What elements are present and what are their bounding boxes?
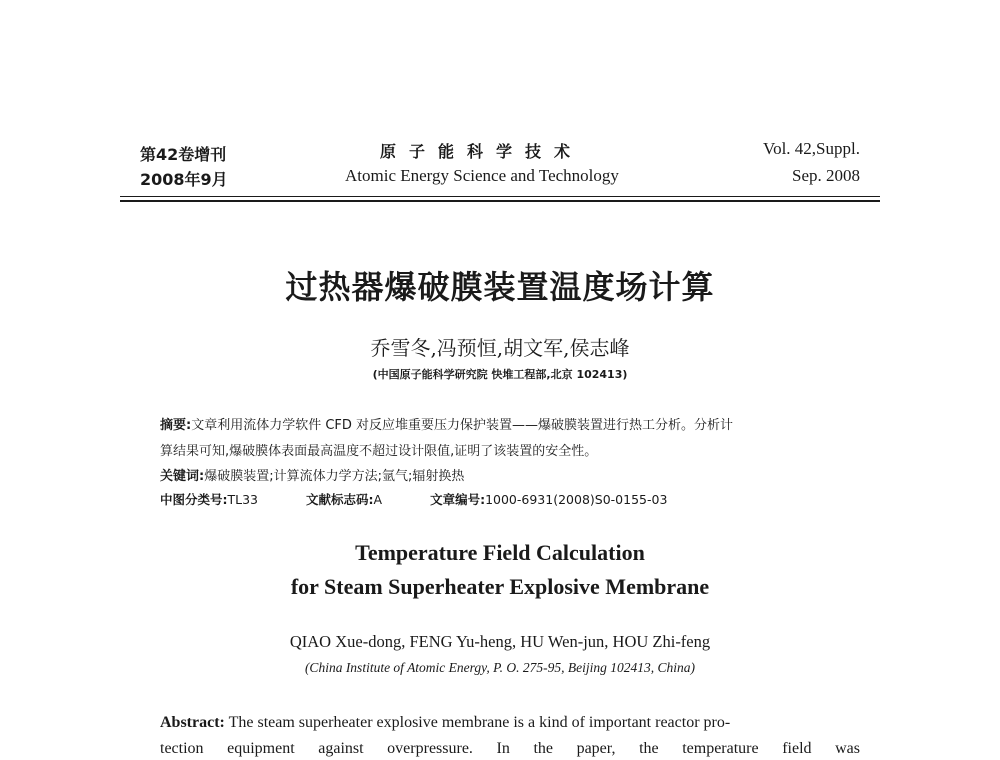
article-no-value: 1000-6931(2008)S0-0155-03	[485, 492, 668, 507]
affiliation-en: (China Institute of Atomic Energy, P. O. 275-95, Beijing 102413, China)	[304, 660, 696, 675]
abstract-cn-line-1	[160, 414, 733, 433]
doc-code-label: 文献标志码:	[306, 492, 374, 507]
paper-title-en-line-1: Temperature Field Calculation	[355, 540, 645, 565]
affiliation-cn: (中国原子能科学研究院 快堆工程部,北京 102413)	[372, 368, 628, 381]
authors-en: QIAO Xue-dong, FENG Yu-heng, HU Wen-jun, HOU Zhi-feng	[289, 632, 711, 651]
volume-info: Vol. 42,Suppl.	[763, 139, 860, 158]
keywords-cn-text: 爆破膜装置;计算流体力学方法;氩气;辐射换热	[204, 469, 465, 484]
journal-name-en: Atomic Energy Science and Technology	[345, 166, 619, 185]
keywords-cn	[160, 465, 464, 484]
journal-name-cn: 原子能科学技术	[380, 142, 584, 161]
header-rule-thin	[120, 196, 880, 197]
date-cn: 2008年9月	[140, 170, 228, 189]
issue-info-cn: 第42卷增刊	[140, 145, 227, 164]
paper-title-cn: 过热器爆破膜装置温度场计算	[285, 268, 715, 306]
abstract-cn-text-1: 文章利用流体力学软件 CFD 对反应堆重要压力保护装置——爆破膜装置进行热工分析。分析计	[191, 418, 734, 433]
clc-value: TL33	[227, 492, 259, 507]
date-en: Sep. 2008	[792, 166, 860, 185]
article-no-label: 文章编号:	[430, 492, 486, 507]
abstract-en-line-1	[160, 714, 860, 732]
abstract-en-line-2: tection equipment against overpressure. In the paper, the temperature field was	[160, 740, 860, 757]
authors-cn: 乔雪冬,冯预恒,胡文军,侯志峰	[370, 336, 630, 360]
abstract-cn-line-2: 算结果可知,爆破膜体表面最高温度不超过设计限值,证明了该装置的安全性。	[160, 444, 598, 459]
doc-code-value: A	[373, 492, 383, 507]
classification-line	[160, 490, 667, 508]
abstract-cn-label: 摘要:	[160, 418, 192, 433]
abstract-en-text-1: The steam superheater explosive membrane is a kind of important reactor pro-	[224, 714, 731, 731]
abstract-en-label: Abstract:	[160, 714, 225, 731]
keywords-cn-label: 关键词:	[160, 469, 205, 484]
paper-title-en-line-2: for Steam Superheater Explosive Membrane	[290, 574, 710, 599]
header-rule-thick	[120, 200, 880, 202]
clc-label: 中图分类号:	[160, 492, 228, 507]
